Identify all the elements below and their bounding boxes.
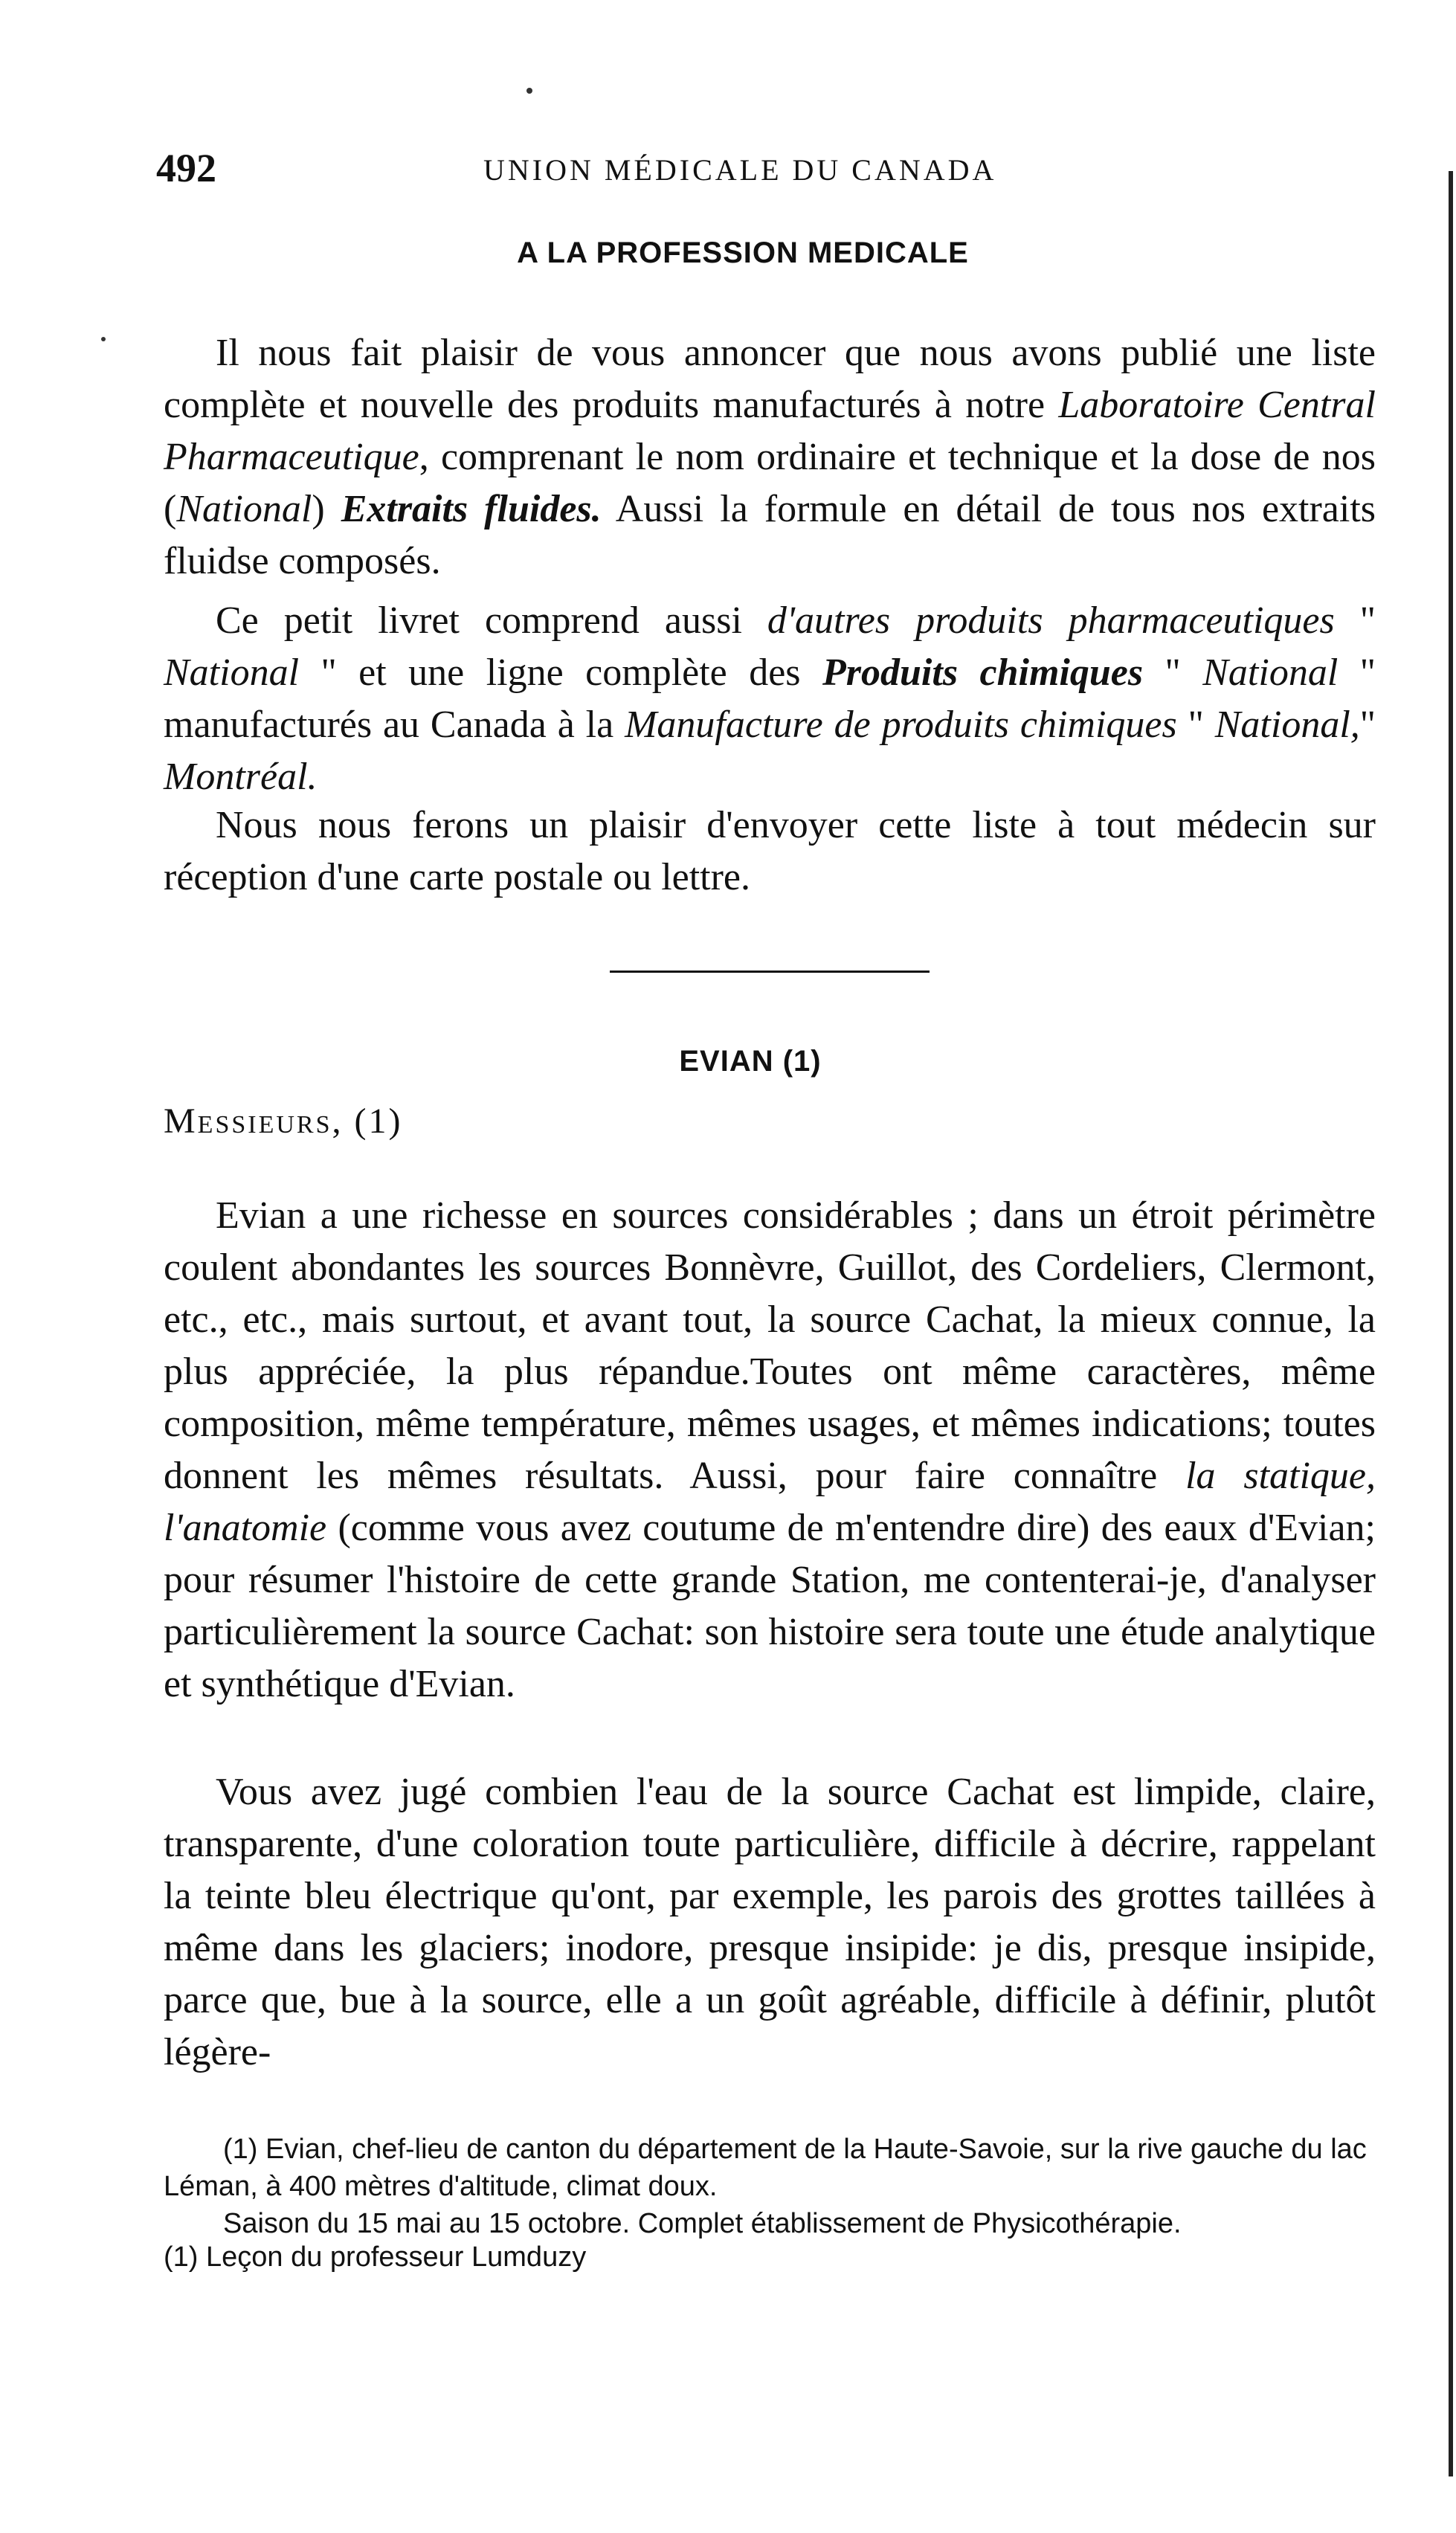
paragraph-booklet: Ce petit livret comprend aussi d'autres produits pharmaceutiques " National " et une ligne complète des Produits chimiques " National " manufacturés au Canada à la Manufacture de produits chimiques " National," Montréal. [164,599,1376,798]
paragraph-evian-sources: Evian a une richesse en sources considérables ; dans un étroit périmètre coulent abondantes les sources Bonnèvre, Guillot, des Cordeliers, Clermont, etc., etc., mais surtout, et avant tout, la source Cachat, la mieux connue, la plus appréciée, la plus répandue.Toutes ont même caractères, même composition, même température, mêmes usages, et mêmes indications; toutes donnent les mêmes résultats. Aussi, pour faire connaître la statique, l'anatomie (comme vous avez coutume de m'entendre dire) des eaux d'Evian; pour résumer l'histoire de cette grande Station, me contenterai-je, d'analyser particulièrement la source Cachat: son histoire sera toute une étude analytique et synthétique d'Evian. [164,1194,1376,1705]
running-title: UNION MÉDICALE DU CANADA [483,153,997,187]
footnote-text: Saison du 15 mai au 15 octobre. Complet établissement de Physicothérapie. [223,2208,1182,2239]
section-title-profession: A LA PROFESSION MEDICALE [517,236,969,269]
section-divider [610,971,930,973]
footnote-lecture [164,2238,1376,2276]
page-edge-shadow [1449,171,1453,2476]
paragraph-send-list: Nous nous ferons un plaisir d'envoyer cette liste à tout médecin sur réception d'une carte postale ou lettre. [164,804,1376,898]
paragraph-announcement: Il nous fait plaisir de vous annoncer que nous avons publié une liste complète et nouvelle des produits manufacturés à notre Laboratoire Central Pharmaceutique, comprenant le nom ordinaire et technique et la dose de nos (National) Extraits fluides. Aussi la formule en détail de tous nos extraits fluidse composés. [164,332,1376,582]
print-speck [101,337,106,341]
salutation: Messieurs, (1) [164,1101,403,1141]
footnote-text: (1) Leçon du professeur Lumduzy [164,2241,587,2273]
footnote-text: (1) Evian, chef-lieu de canton du département de la Haute-Savoie, sur la rive gauche du lac Léman, à 400 mètres d'altitude, climat doux. [164,2134,1367,2202]
print-speck [526,88,532,94]
footnote-evian [164,2131,1376,2242]
paragraph-cachat-water: Vous avez jugé combien l'eau de la source Cachat est limpide, claire, transparente, d'une coloration toute particulière, difficile à décrire, rappelant la teinte bleu électrique qu'ont, par exemple, les parois des grottes taillées à même dans les glaciers; inodore, presque insipide: je dis, presque insipide, parce que, bue à la source, elle a un goût agréable, difficile à définir, plutôt légère- [164,1771,1376,2073]
page-header [156,145,1376,197]
page-number: 492 [156,146,216,190]
section-title-evian: EVIAN (1) [679,1045,822,1078]
